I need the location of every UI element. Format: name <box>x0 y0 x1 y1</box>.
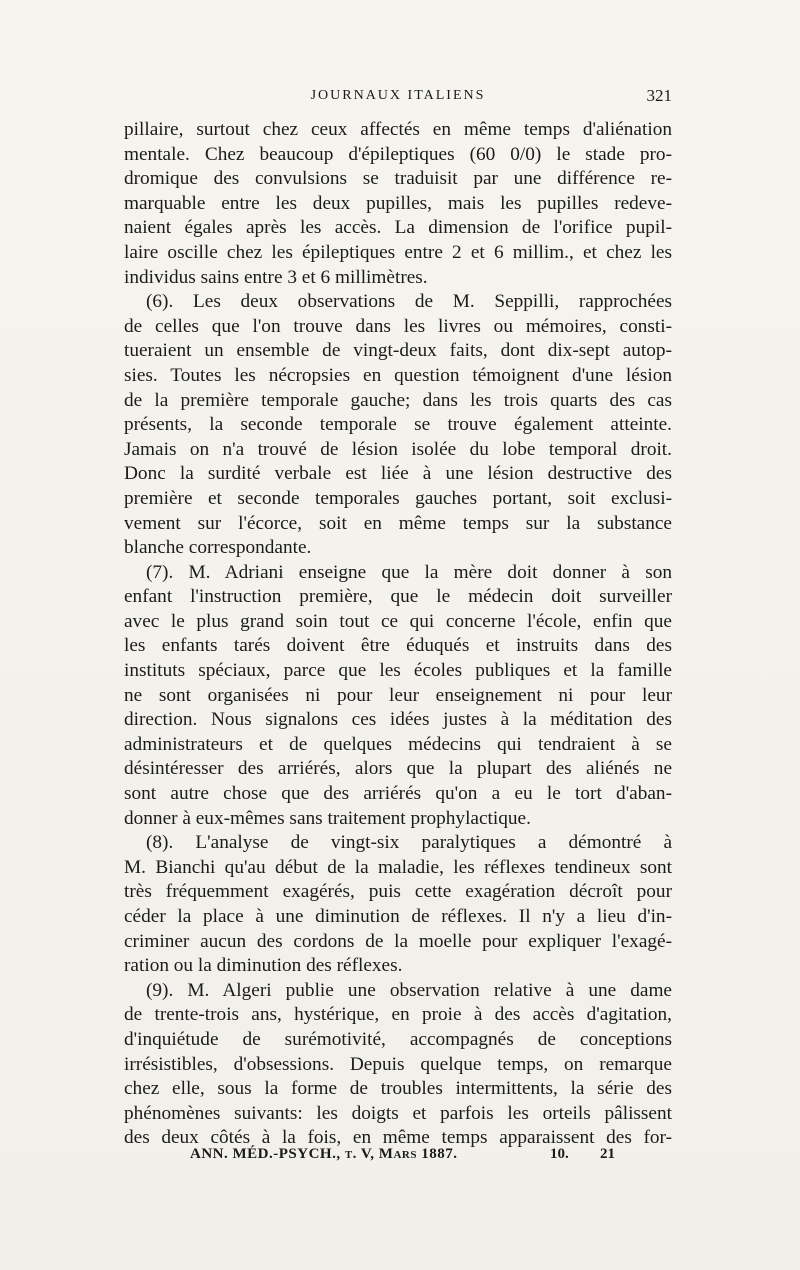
text-line: M. Bianchi qu'au début de la maladie, les réflexes tendineux sont <box>124 856 672 878</box>
text-line: Donc la surdité verbale est liée à une lésion destructive des <box>124 463 672 485</box>
text-line: vement sur l'écorce, soit en même temps sur la substance <box>124 512 672 534</box>
text-line: présents, la seconde temporale se trouve également atteinte. <box>124 414 672 436</box>
text-line: dromique des convulsions se traduisit par une différence re- <box>124 168 672 190</box>
signature-number: 21 <box>600 1146 615 1162</box>
text-line: d'inquiétude de surémotivité, accompagnés de conceptions <box>124 1028 672 1050</box>
text-line: donner à eux-mêmes sans traitement prophylactique. <box>124 807 531 829</box>
text-line: laire oscille chez les épileptiques entre 2 et 6 millim., et chez les <box>124 241 672 263</box>
running-head <box>124 88 672 108</box>
text-line: naient égales après les accès. La dimension de l'orifice pupil- <box>124 217 672 239</box>
text-line: marquable entre les deux pupilles, mais les pupilles redeve- <box>124 192 672 214</box>
text-line: les enfants tarés doivent être éduqués et instruits dans des <box>124 635 672 657</box>
text-line: sies. Toutes les nécropsies en question témoignent d'une lésion <box>124 364 672 386</box>
text-line: avec le plus grand soin tout ce qui concerne l'école, enfin que <box>124 610 672 632</box>
text-line: phénomènes suivants: les doigts et parfois les orteils pâlissent <box>124 1102 672 1124</box>
signature-footer <box>190 1146 630 1168</box>
text-line: instituts spéciaux, parce que les écoles publiques et la famille <box>124 660 672 682</box>
paragraph-8-start: (8). L'analyse de vingt-six paralytiques a démontré à <box>146 832 672 854</box>
paragraph-6-start: (6). Les deux observations de M. Seppilli, rapprochées <box>146 291 672 313</box>
running-title: JOURNAUX ITALIENS <box>310 88 486 103</box>
text-line: de trente-trois ans, hystérique, en proie à des accès d'agitation, <box>124 1004 672 1026</box>
paragraph-7-start: (7). M. Adriani enseigne que la mère doit donner à son <box>146 561 672 583</box>
text-line: administrateurs et de quelques médecins qui tendraient à se <box>124 733 672 755</box>
text-line: individus sains entre 3 et 6 millimètres. <box>124 266 428 288</box>
text-line: de la première temporale gauche; dans les trois quarts des cas <box>124 389 672 411</box>
text-line: très fréquemment exagérés, puis cette exagération décroît pour <box>124 881 672 903</box>
text-line: enfant l'instruction première, que le médecin doit surveiller <box>124 586 672 608</box>
text-line: criminer aucun des cordons de la moelle pour expliquer l'exagé- <box>124 930 672 952</box>
text-line: Jamais on n'a trouvé de lésion isolée du lobe temporal droit. <box>124 438 672 460</box>
text-line: chez elle, sous la forme de troubles intermittents, la série des <box>124 1078 672 1100</box>
body-text <box>124 118 672 1151</box>
text-line: mentale. Chez beaucoup d'épileptiques (60 0/0) le stade pro- <box>124 143 672 165</box>
text-line: ne sont organisées ni pour leur enseignement ni pour leur <box>124 684 672 706</box>
text-line: première et seconde temporales gauches portant, soit exclusi- <box>124 487 672 509</box>
text-line: sont autre chose que des arriérés qu'on a eu le tort d'aban- <box>124 783 672 805</box>
text-line: ration ou la diminution des réflexes. <box>124 955 403 977</box>
text-line: direction. Nous signalons ces idées justes à la méditation des <box>124 709 672 731</box>
signature-mark: 10. <box>550 1146 569 1162</box>
page-number: 321 <box>646 86 672 105</box>
text-line: blanche correspondante. <box>124 537 312 559</box>
paragraph-9-start: (9). M. Algeri publie une observation relative à une dame <box>146 979 672 1001</box>
text-line: de celles que l'on trouve dans les livres ou mémoires, consti- <box>124 315 672 337</box>
text-line: tueraient un ensemble de vingt-deux faits, dont dix-sept autop- <box>124 340 672 362</box>
text-line: désintéresser des arriérés, alors que la plupart des aliénés ne <box>124 758 672 780</box>
text-line: irrésistibles, d'obsessions. Depuis quelque temps, on remarque <box>124 1053 672 1075</box>
text-line: céder la place à une diminution de réflexes. Il n'y a lieu d'in- <box>124 906 672 927</box>
text-line: pillaire, surtout chez ceux affectés en même temps d'aliénation <box>124 119 672 140</box>
journal-citation: ANN. MÉD.-PSYCH., t. V, Mars 1887. <box>190 1146 458 1162</box>
text-line: des deux côtés à la fois, en même temps apparaissent des for- <box>124 1127 672 1149</box>
